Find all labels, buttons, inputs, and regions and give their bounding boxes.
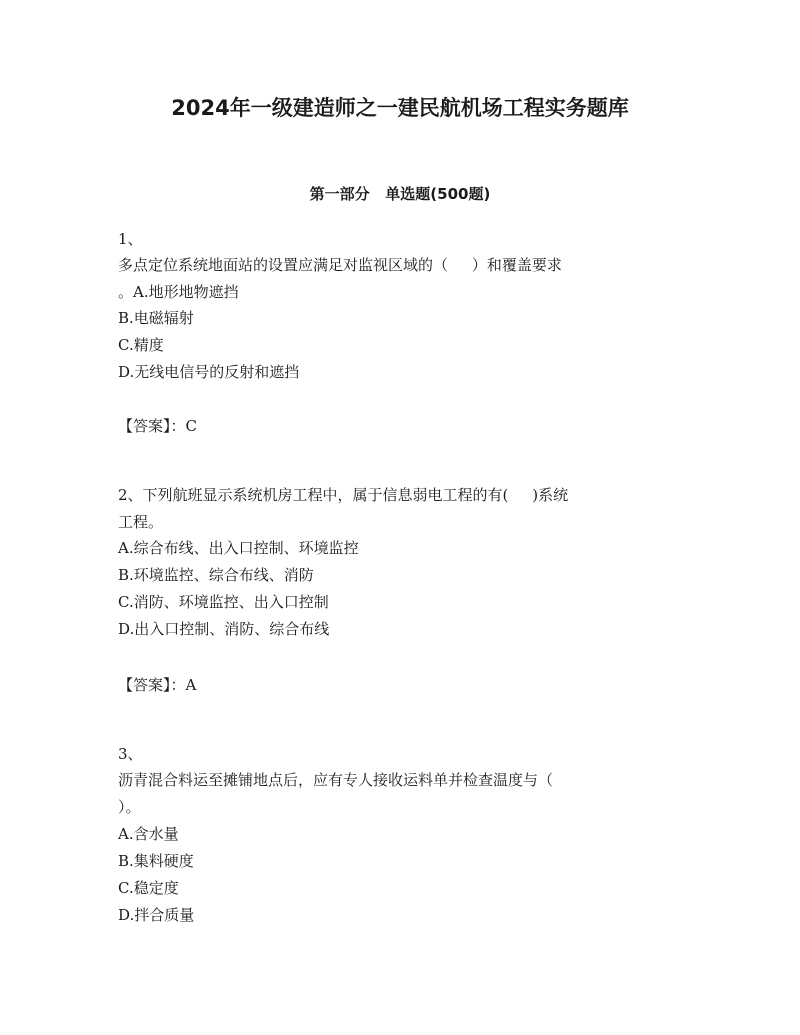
option-b: B.集料硬度: [118, 852, 194, 870]
question-stem: 工程。: [118, 513, 164, 531]
option-c: C.精度: [118, 336, 164, 354]
option-a: A.含水量: [118, 825, 179, 843]
document-title: 2024年一级建造师之一建民航机场工程实务题库: [171, 96, 629, 120]
answer: 【答案】：A: [118, 676, 197, 694]
option-b: B.电磁辐射: [118, 309, 194, 327]
answer: 【答案】：C: [118, 417, 197, 435]
option-c: C.消防、环境监控、出入口控制: [118, 593, 329, 611]
question-stem: 。A.地形地物遮挡: [118, 283, 239, 301]
option-c: C.稳定度: [118, 879, 179, 897]
option-d: D.拌合质量: [118, 906, 195, 924]
option-d: D.出入口控制、消防、综合布线: [118, 620, 330, 638]
question-number: 3、: [118, 745, 143, 763]
question-number: 1、: [118, 230, 143, 248]
option-a: A.综合布线、出入口控制、环境监控: [118, 539, 359, 557]
section-title: 第一部分 单选题(500题): [309, 185, 491, 203]
question-stem: 沥青混合料运至摊铺地点后，应有专人接收运料单并检查温度与（: [118, 771, 554, 789]
option-d: D.无线电信号的反射和遮挡: [118, 363, 300, 381]
question-stem: 多点定位系统地面站的设置应满足对监视区域的（ ）和覆盖要求: [118, 256, 562, 274]
question-stem: ）。: [118, 798, 141, 816]
option-b: B.环境监控、综合布线、消防: [118, 566, 314, 584]
question-stem: 2、下列航班显示系统机房工程中，属于信息弱电工程的有( )系统: [118, 486, 569, 504]
